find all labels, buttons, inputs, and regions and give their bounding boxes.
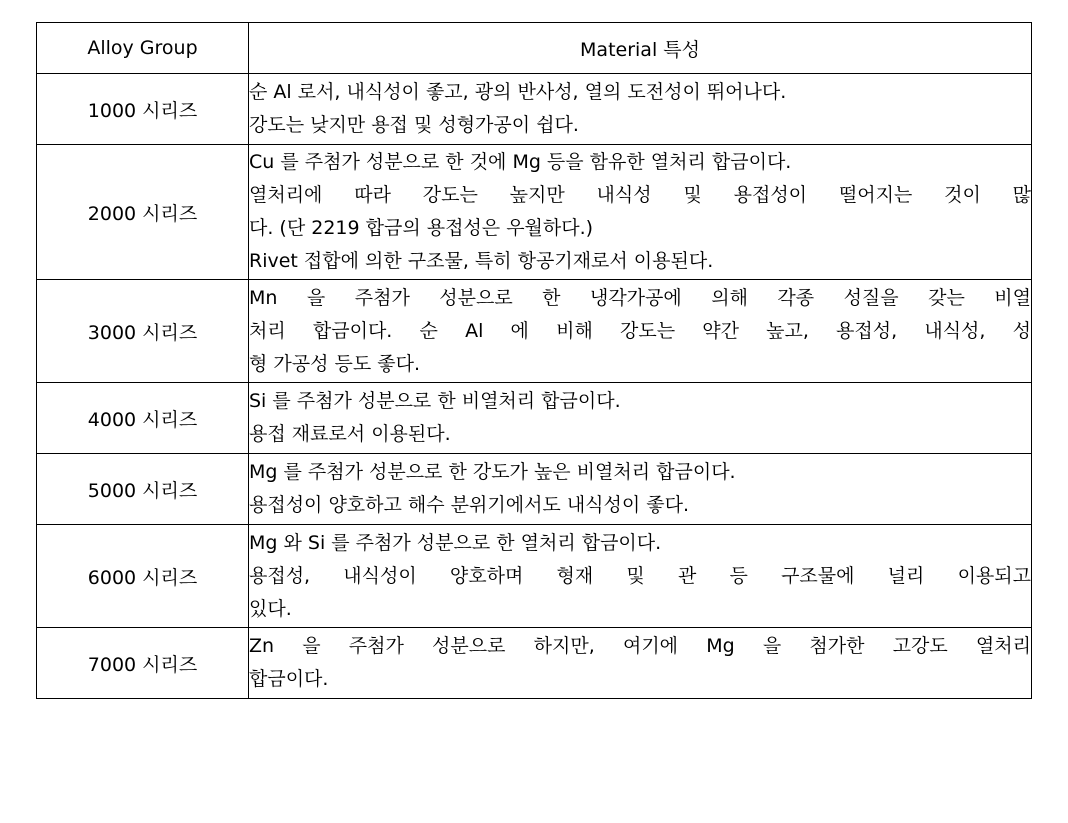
table-row [37,525,1032,628]
header-material-property: Material 특성 [249,23,1032,74]
property-line: 용접성이 양호하고 해수 분위기에서도 내식성이 좋다. [249,494,690,516]
property-line: Cu 를 주첨가 성분으로 한 것에 Mg 등을 함유한 열처리 합금이다. [249,151,792,173]
property-cell [249,280,1032,383]
alloy-properties-table [36,22,1032,699]
property-line: 순 Al 로서, 내식성이 좋고, 광의 반사성, 열의 도전성이 뛰어나다. [249,81,787,103]
alloy-group-cell: 4000 시리즈 [37,383,249,454]
table-row [37,454,1032,525]
property-line: 용접 재료로서 이용된다. [249,423,451,445]
property-line: Rivet 접합에 의한 구조물, 특히 항공기재로서 이용된다. [249,250,714,272]
property-cell [249,628,1032,699]
table-row [37,383,1032,454]
table-row [37,280,1032,383]
property-line: 처리 합금이다. 순 Al 에 비해 강도는 약간 높고, 용접성, 내식성, 성 [249,319,1031,342]
table-row [37,628,1032,699]
alloy-group-cell: 3000 시리즈 [37,280,249,383]
alloy-group-cell: 6000 시리즈 [37,525,249,628]
alloy-group-cell: 5000 시리즈 [37,454,249,525]
table-row [37,145,1032,280]
property-line: 형 가공성 등도 좋다. [249,352,420,375]
property-cell [249,74,1032,145]
property-line: 다. (단 2219 합금의 용접성은 우월하다.) [249,217,594,239]
table-header-row [37,23,1032,74]
property-line: Mg 와 Si 를 주첨가 성분으로 한 열처리 합금이다. [249,531,662,554]
alloy-group-cell: 1000 시리즈 [37,74,249,145]
property-line: 용접성, 내식성이 양호하며 형재 및 관 등 구조물에 널리 이용되고 [249,564,1031,587]
property-line: 합금이다. [249,668,329,690]
property-cell [249,454,1032,525]
table-row [37,74,1032,145]
property-line: 있다. [249,597,292,620]
property-cell [249,383,1032,454]
property-line: Mn 을 주첨가 성분으로 한 냉각가공에 의해 각종 성질을 갖는 비열 [249,286,1031,309]
property-line: Mg 를 주첨가 성분으로 한 강도가 높은 비열처리 합금이다. [249,461,736,483]
property-cell [249,145,1032,280]
property-cell [249,525,1032,628]
property-line: Si 를 주첨가 성분으로 한 비열처리 합금이다. [249,390,621,412]
property-line: 열처리에 따라 강도는 높지만 내식성 및 용접성이 떨어지는 것이 많 [249,184,1031,206]
header-alloy-group: Alloy Group [37,23,249,74]
property-line: Zn 을 주첨가 성분으로 하지만, 여기에 Mg 을 첨가한 고강도 열처리 [249,635,1031,657]
alloy-group-cell: 2000 시리즈 [37,145,249,280]
alloy-group-cell: 7000 시리즈 [37,628,249,699]
property-line: 강도는 낮지만 용접 및 성형가공이 쉽다. [249,114,579,136]
